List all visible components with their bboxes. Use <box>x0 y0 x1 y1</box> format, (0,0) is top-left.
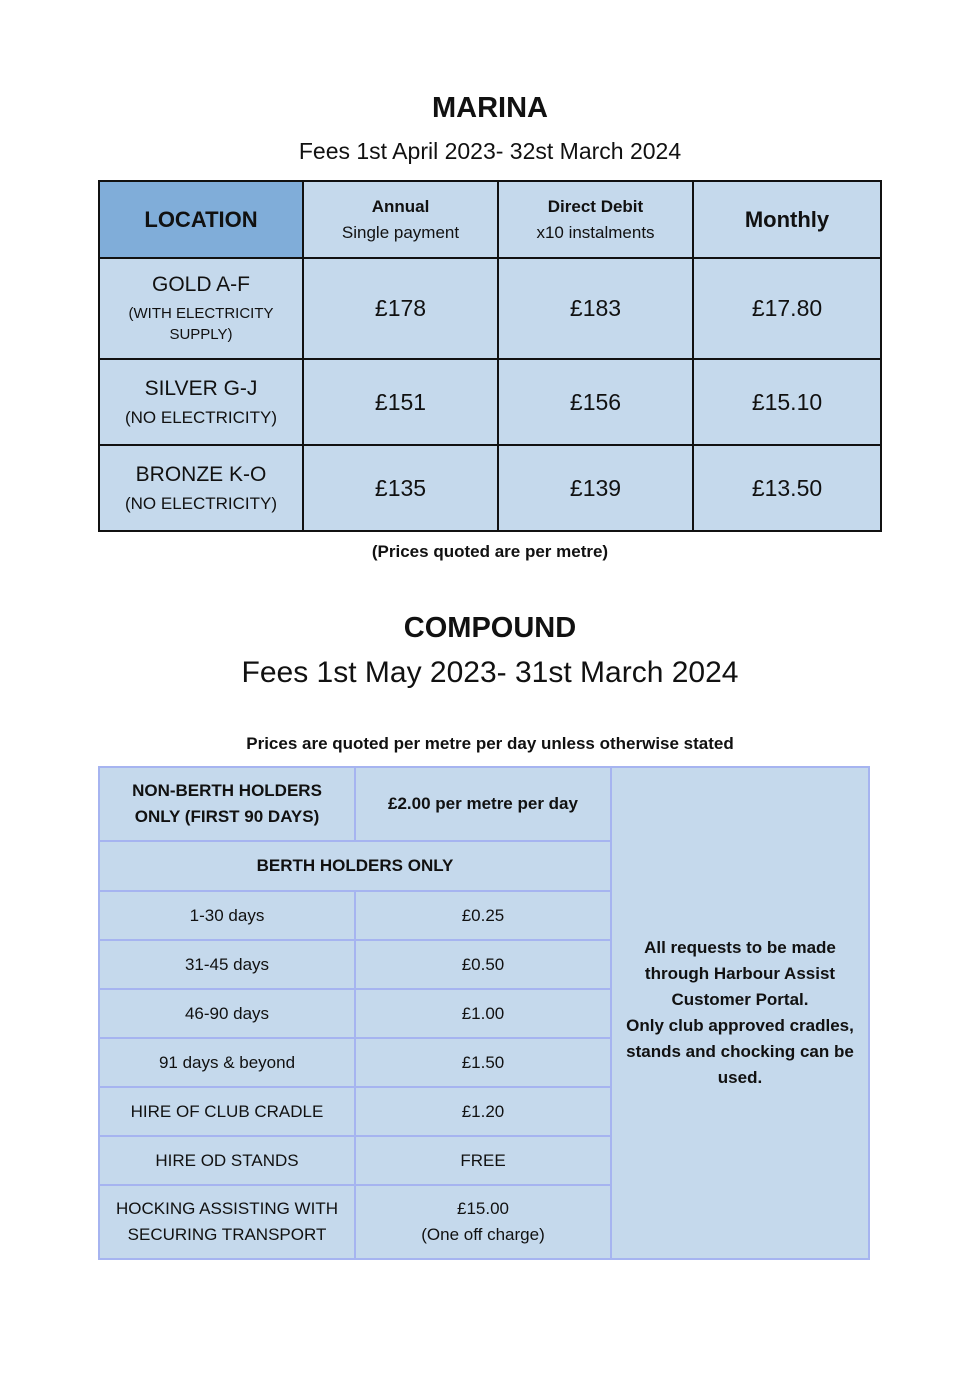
direct-debit-header <box>498 181 693 258</box>
nonberth-price: £2.00 per metre per day <box>355 767 611 841</box>
nonberth-label: NON-BERTH HOLDERS ONLY (FIRST 90 DAYS) <box>99 767 355 841</box>
duration-label: 31-45 days <box>99 940 355 989</box>
direct-debit-price: £183 <box>498 258 693 359</box>
marina-title: MARINA <box>432 92 548 124</box>
annual-price: £178 <box>303 258 498 359</box>
band-name: GOLD A-F <box>151 272 251 296</box>
band-note: (NO ELECTRICITY) <box>124 407 278 427</box>
compound-side-note <box>611 767 869 1259</box>
berth-holders-header: BERTH HOLDERS ONLY <box>99 841 611 891</box>
band-note: (WITH ELECTRICITY SUPPLY) <box>128 304 274 343</box>
service-price: FREE <box>355 1136 611 1185</box>
duration-label: 1-30 days <box>99 891 355 940</box>
service-label: HIRE OF CLUB CRADLE <box>99 1087 355 1136</box>
annual-price: £135 <box>303 445 498 531</box>
location-cell <box>99 445 303 531</box>
rate-price: £0.25 <box>355 891 611 940</box>
direct-debit-header-sub: x10 instalments <box>536 222 655 242</box>
compound-price-note: Prices are quoted per metre per day unless otherwise stated <box>246 734 734 753</box>
service-price-value: £15.00 <box>457 1199 509 1218</box>
monthly-header <box>693 181 881 258</box>
monthly-price: £17.80 <box>693 258 881 359</box>
service-price: £1.20 <box>355 1087 611 1136</box>
monthly-header-label: Monthly <box>744 206 830 232</box>
annual-price: £151 <box>303 359 498 445</box>
marina-header-row <box>99 181 881 258</box>
side-note-line-1: All requests to be made through Harbour Assist Customer Portal. <box>644 938 836 1009</box>
service-label: HIRE OD STANDS <box>99 1136 355 1185</box>
rate-price: £1.00 <box>355 989 611 1038</box>
direct-debit-price: £156 <box>498 359 693 445</box>
service-label: HOCKING ASSISTING WITH SECURING TRANSPORT <box>99 1185 355 1259</box>
compound-title: COMPOUND <box>403 612 577 644</box>
rate-price: £0.50 <box>355 940 611 989</box>
compound-subtitle: Fees 1st May 2023- 31st March 2024 <box>241 656 739 689</box>
compound-fees-table <box>98 766 870 1260</box>
marina-row-bronze <box>99 445 881 531</box>
duration-label: 46-90 days <box>99 989 355 1038</box>
marina-row-silver <box>99 359 881 445</box>
location-header: LOCATION <box>99 181 303 258</box>
rate-price: £1.50 <box>355 1038 611 1087</box>
duration-label: 91 days & beyond <box>99 1038 355 1087</box>
marina-row-gold <box>99 258 881 359</box>
band-note: (NO ELECTRICITY) <box>124 493 278 513</box>
location-cell <box>99 258 303 359</box>
direct-debit-price: £139 <box>498 445 693 531</box>
monthly-price: £15.10 <box>693 359 881 445</box>
band-name: SILVER G-J <box>144 376 258 400</box>
monthly-price: £13.50 <box>693 445 881 531</box>
marina-price-note: (Prices quoted are per metre) <box>371 542 609 561</box>
location-cell <box>99 359 303 445</box>
marina-subtitle: Fees 1st April 2023- 32st March 2024 <box>298 138 682 164</box>
nonberth-row <box>99 767 869 841</box>
annual-header-label: Annual <box>371 196 430 216</box>
direct-debit-header-label: Direct Debit <box>547 196 644 216</box>
annual-header-sub: Single payment <box>341 222 460 242</box>
marina-fees-table <box>98 180 882 532</box>
service-price <box>355 1185 611 1259</box>
annual-header <box>303 181 498 258</box>
band-name: BRONZE K-O <box>135 462 267 486</box>
service-price-note: (One off charge) <box>421 1225 545 1244</box>
side-note-line-2: Only club approved cradles, stands and chocking can be used. <box>626 1016 854 1087</box>
